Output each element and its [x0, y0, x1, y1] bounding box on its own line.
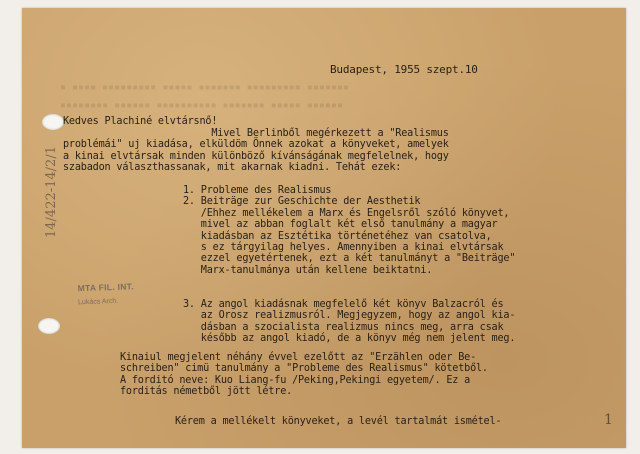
- list-item-note: dásban a szocialista realizmus nincs meg, arra csak: [183, 321, 504, 333]
- text-line: schreiben" cimü tanulmány a "Probleme des Realismus" kötetből.: [120, 363, 488, 375]
- text-line: problémái" uj kiadása, elküldöm Önnek azokat a könyveket, amelyek: [63, 139, 449, 151]
- list-item: 2. Beiträge zur Geschichte der Aesthetik: [183, 196, 421, 208]
- stamp-sub-text: Lukács Arch.: [77, 297, 119, 307]
- letter-paragraph-intro: [63, 128, 449, 174]
- letter-greeting: Kedves Plachiné elvtársnő!: [63, 116, 218, 127]
- list-item-note: mivel az abban foglalt két első tanulmány a magyar: [183, 219, 498, 231]
- list-item-note: ezzel egyetértenek, ezt a két tanulmányt a "Beiträge": [183, 253, 516, 265]
- list-item: 3. Az angol kiadásnak megfelelő két könyv Balzacról és: [183, 299, 504, 310]
- pencil-archive-number: 14/422-14/2/1: [44, 146, 59, 238]
- archive-stamp: [77, 281, 148, 317]
- letter-closing-line: Kérem a mellékelt könyveket, a levél tartalmát ismétel-: [175, 416, 502, 427]
- punch-hole-bottom: [38, 318, 60, 334]
- text-line: Kinaiul megjelent néhány évvel ezelőtt az "Erzählen oder Be-: [120, 352, 477, 363]
- text-line: Mivel Berlinből megérkezett a "Realismus: [63, 128, 449, 139]
- stamp-main-text: MTA FIL. INT.: [77, 281, 135, 294]
- list-item-note: s ez tárgyilag helyes. Amennyiben a kinai elvtársak: [183, 242, 504, 254]
- list-item-note: később az angol kiadó, de a könyv még nem jelent meg.: [183, 333, 516, 345]
- faded-show-through-text: ▪▪▪▪▪▪▪▪ ▪▪▪▪▪▪ ▪▪▪▪▪▪▪▪▪▪ ▪▪▪▪▪▪▪ ▪▪▪▪▪ ▪▪▪▪▪▪: [60, 100, 343, 111]
- text-line: forditás németből jött létre.: [120, 386, 293, 398]
- list-item: 1. Probleme des Realismus: [183, 185, 332, 196]
- book-list-part2: [183, 299, 515, 345]
- text-line: a kinai elvtársak minden különböző kívánságának megfelelnek, hogy: [63, 150, 449, 162]
- list-item-note: Marx-tanulmánya után kellene beiktatni.: [183, 264, 433, 276]
- list-item-note: kiadásban az Esztétika történetéhez van csatolva,: [183, 230, 492, 242]
- book-list-part1: [183, 185, 515, 276]
- list-item-note: /Ehhez mellékelem a Marx és Engelsről szóló könyvet,: [183, 207, 510, 219]
- text-line: szabadon választhassanak, mit akarnak kiadni. Tehát ezek:: [63, 162, 402, 174]
- punch-hole-top: [42, 114, 64, 130]
- letter-date: Budapest, 1955 szept.10: [330, 63, 478, 76]
- text-line: A forditó neve: Kuo Liang-fu /Peking,Pekingi egyetem/. Ez a: [120, 374, 471, 386]
- faded-show-through-text: ▪ ▪▪▪▪ ▪▪▪▪▪▪▪▪▪ ▪▪▪▪▪ ▪▪▪▪▪▪▪ ▪▪▪▪▪▪▪▪▪ ▪▪▪▪▪▪▪: [60, 82, 349, 93]
- letter-paragraph-translation: [120, 352, 488, 398]
- corner-page-mark: 1: [604, 412, 613, 428]
- list-item-note: az Orosz realizmusról. Megjegyzem, hogy az angol kia-: [183, 310, 516, 322]
